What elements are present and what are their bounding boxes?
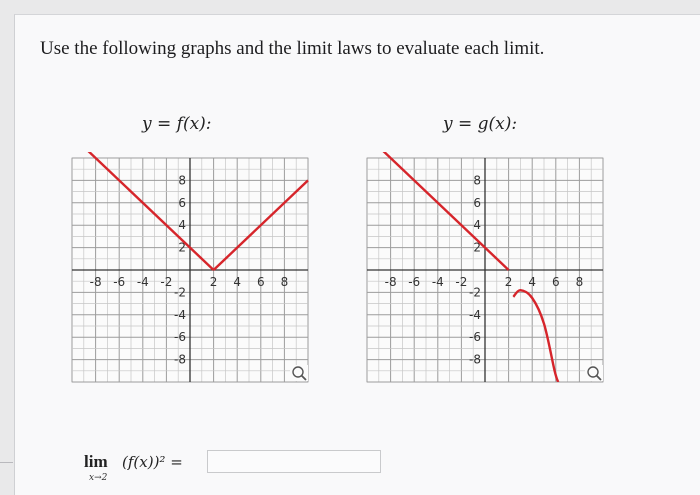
x-tick-label: 2 [504,275,513,289]
x-tick-label: 6 [256,275,265,289]
x-tick-label: -6 [408,275,421,289]
x-tick-label: -4 [136,275,149,289]
graph-f [66,154,314,386]
x-tick-label: -8 [89,275,102,289]
x-tick-label: -4 [431,275,444,289]
problem-prompt: Use the following graphs and the limit laws to evaluate each limit. [40,38,545,59]
x-tick-label: 8 [575,275,584,289]
y-tick-label: -8 [469,352,481,367]
y-tick-label: 2 [473,240,481,255]
x-tick-label: 8 [280,275,289,289]
limit-subscript: x→2 [89,473,108,483]
graph-g [361,154,609,386]
x-tick-label: 4 [528,275,537,289]
graph-f-title: y = f(x): [142,114,212,134]
x-tick-label: 6 [551,275,560,289]
y-tick-label: 6 [178,195,186,210]
divider [0,462,13,463]
x-tick-label: -2 [160,275,173,289]
zoom-icon[interactable] [290,365,308,381]
answer-input[interactable] [207,450,381,473]
y-tick-label: -6 [174,330,186,345]
y-tick-label: 4 [178,218,186,233]
y-tick-label: -2 [174,285,186,300]
y-tick-label: 6 [473,195,481,210]
y-tick-label: -8 [174,352,186,367]
limit-expression: (f(x))² = [122,453,183,471]
y-tick-label: 2 [178,240,186,255]
x-tick-label: -8 [384,275,397,289]
y-tick-label: 8 [178,173,186,188]
y-tick-label: 4 [473,218,481,233]
y-tick-label: -2 [469,285,481,300]
x-tick-label: -6 [113,275,126,289]
graph-g-title: y = g(x): [443,114,518,134]
limit-symbol: lim [84,452,108,471]
y-tick-label: -4 [174,307,186,322]
x-tick-label: 2 [209,275,218,289]
x-tick-label: -2 [455,275,468,289]
zoom-icon[interactable] [585,365,603,381]
y-tick-label: -6 [469,330,481,345]
y-tick-label: 8 [473,173,481,188]
y-tick-label: -4 [469,307,481,322]
x-tick-label: 4 [233,275,242,289]
